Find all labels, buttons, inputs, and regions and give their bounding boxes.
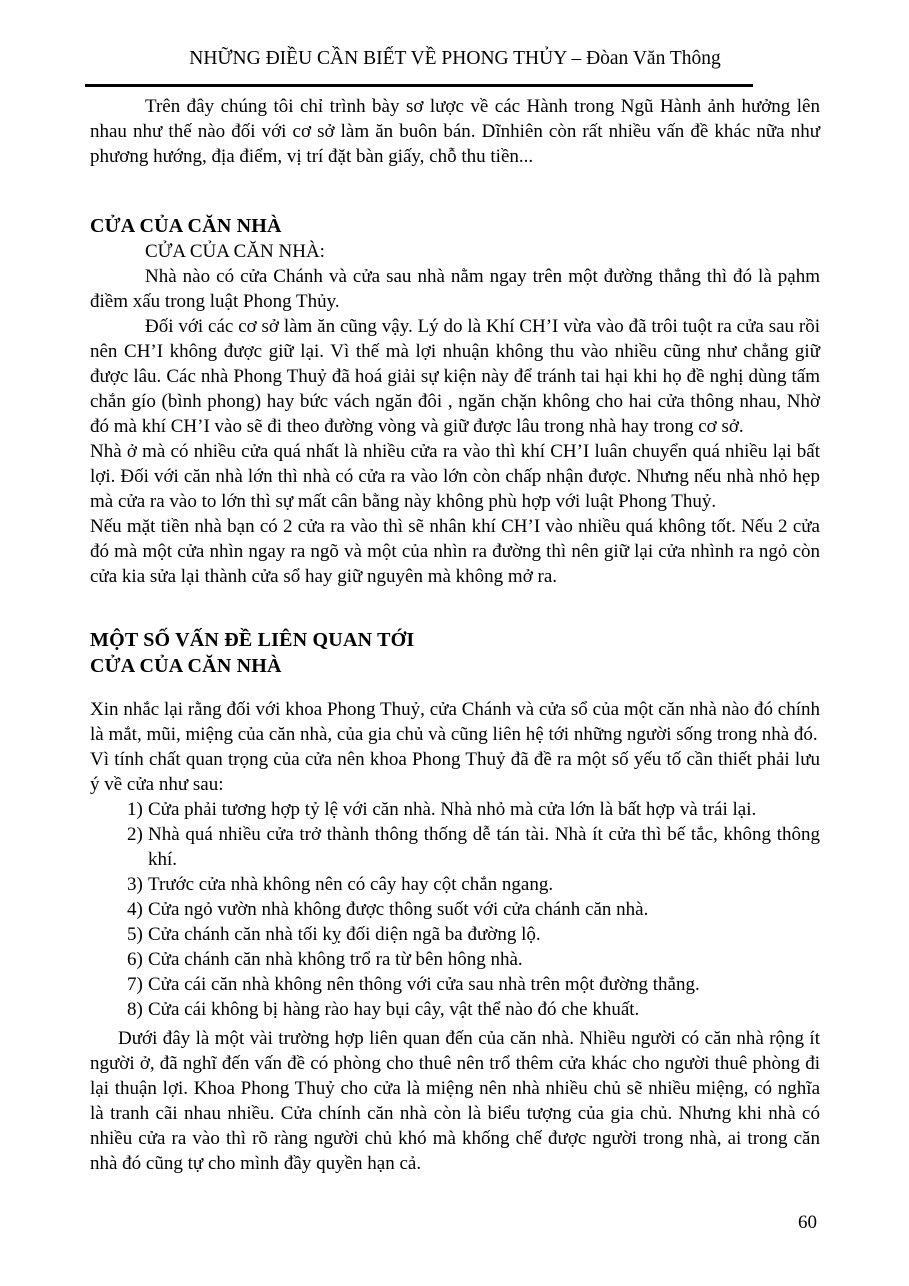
paragraph: Nếu mặt tiền nhà bạn có 2 cửa ra vào thì sẽ nhân khí CH’I vào nhiều quá không tốt. Nếu 2 cửa đó mà một cửa nhìn ngay ra ngõ và một của nhìn ra đường thì nên giữ lại cửa nhình ra ngỏ còn cửa kia sửa lại thành cửa sổ hay giữ nguyên mà không mở ra.: [90, 516, 820, 587]
section-issues-heading: [90, 627, 820, 679]
rule-number: 1): [127, 799, 143, 820]
page-content: [90, 0, 820, 1176]
rule-number: 7): [127, 974, 143, 995]
section-issues-heading-line1: MỘT SỐ VẤN ĐỀ LIÊN QUAN TỚI: [90, 629, 415, 651]
intro-paragraph: Trên đây chúng tôi chỉ trình bày sơ lược về các Hành trong Ngũ Hành ảnh hưởng lên nhau như thế nào đối với cơ sở làm ăn buôn bán. Dĩnhiên còn rất nhiều vấn đề khác nữa như phương hướng, địa điểm, vị trí đặt bàn giấy, chỗ thu tiền...: [90, 96, 820, 167]
header-title: NHỮNG ĐIỀU CẦN BIẾT VỀ PHONG THỦY – Đòan Văn Thông: [189, 48, 721, 69]
rule-text: Cửa phải tương hợp tỷ lệ với căn nhà. Nhà nhỏ mà cửa lớn là bất hợp và trái lại.: [148, 799, 757, 820]
paragraph: Đối với các cơ sở làm ăn cũng vậy. Lý do là Khí CH’I vừa vào đã trôi tuột ra cửa sau rồi nên CH’I không được giữ lại. Vì thế mà lợi nhuận không thu vào nhiều cũng như chẳng giữ được lâu. Các nhà Phong Thuỷ đã hoá giải sự kiện này để tránh tai hại khi họ đề nghị dùng tấm chắn gío (bình phong) hay bức vách ngăn đôi , ngăn chặn không cho hai cửa thông nhau, Nhờ đó mà khí CH’I vào sẽ đi theo đường vòng và giữ được lâu trong nhà hay trong cơ sở.: [90, 316, 820, 437]
rule-item: [127, 797, 820, 822]
rule-item: [127, 872, 820, 897]
rule-item: [127, 822, 820, 872]
page-number: 60: [798, 1212, 817, 1233]
section-door-heading: CỬA CỦA CĂN NHÀ: [90, 215, 282, 237]
header-rule-divider: [85, 84, 753, 87]
rule-number: 2): [127, 824, 143, 845]
rule-number: 3): [127, 874, 143, 895]
rule-number: 8): [127, 999, 143, 1020]
rule-item: [127, 922, 820, 947]
rule-text: Cửa cái không bị hàng rào hay bụi cây, vật thể nào đó che khuất.: [148, 999, 640, 1020]
rule-number: 4): [127, 899, 143, 920]
rule-number: 6): [127, 949, 143, 970]
rule-text: Cửa ngỏ vườn nhà không được thông suốt với cửa chánh căn nhà.: [148, 899, 649, 920]
rules-list: [90, 797, 820, 1022]
rule-text: Nhà quá nhiều cửa trở thành thông thống dễ tán tài. Nhà ít cửa thì bế tắc, không thông khí.: [148, 824, 820, 870]
rule-item: [127, 897, 820, 922]
rule-text: Trước cửa nhà không nên có cây hay cột chắn ngang.: [148, 874, 554, 895]
rule-text: Cửa cái căn nhà không nên thông với cửa sau nhà trên một đường thẳng.: [148, 974, 700, 995]
paragraph: Vì tính chất quan trọng của cửa nên khoa Phong Thuỷ đã đề ra một số yếu tố cần thiết phải lưu ý về cửa như sau:: [90, 749, 820, 795]
rule-text: Cửa chánh căn nhà tối kỵ đối diện ngã ba đường lộ.: [148, 924, 541, 945]
rule-text: Cửa chánh căn nhà không trổ ra từ bên hông nhà.: [148, 949, 523, 970]
rule-number: 5): [127, 924, 143, 945]
paragraph: Nhà nào có cửa Chánh và cửa sau nhà nằm ngay trên một đường thẳng thì đó là pạhm điềm xấu trong luật Phong Thủy.: [90, 266, 820, 312]
paragraph: Nhà ở mà có nhiều cửa quá nhất là nhiều cửa ra vào thì khí CH’I luân chuyển quá nhiều lại bất lợi. Đối với căn nhà lớn thì nhà có cửa ra vào lớn còn chấp nhận được. Nhưng nếu nhà nhỏ hẹp mà cửa ra vào to lớn thì sự mất cân bằng này không phù hợp với luật Phong Thuỷ.: [90, 441, 820, 512]
section-door-subheading: CỬA CỦA CĂN NHÀ:: [145, 241, 325, 262]
paragraph: Xin nhắc lại rằng đối với khoa Phong Thuỷ, cửa Chánh và cửa sổ của một căn nhà nào đó chính là mắt, mũi, miệng của căn nhà, của gia chủ và cũng liên hệ tới những người sống trong nhà đó.: [90, 699, 820, 745]
rule-item: [127, 972, 820, 997]
section-issues-heading-line2: CỬA CỦA CĂN NHÀ: [90, 655, 282, 677]
rule-item: [127, 947, 820, 972]
closing-paragraph: Dưới đây là một vài trường hợp liên quan đến của căn nhà. Nhiều người có căn nhà rộng ít người ở, đã nghĩ đến vấn đề có phòng cho thuê nên trổ thêm cửa khác cho người thuê phòng đi lại thuận lợi. Khoa Phong Thuỷ cho cửa là miệng nên nhà nhiều chủ sẽ nhiều miệng, có nghĩa là tranh cãi nhau nhiều. Cửa chính căn nhà còn là biểu tượng của gia chủ. Nhưng khi nhà có nhiều cửa ra vào thì rõ ràng người chủ khó mà khống chế được người trong nhà, ai trong căn nhà đó cũng tự cho mình đầy quyền hạn cả.: [90, 1028, 820, 1174]
rule-item: [127, 997, 820, 1022]
